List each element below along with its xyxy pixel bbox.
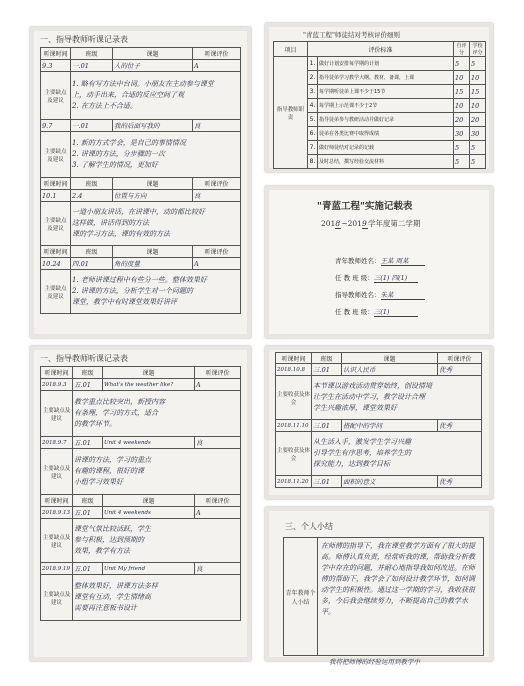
notes-cell xyxy=(312,432,482,476)
note-line: 1. 老师讲课过程中有些分一些。整体效果好 xyxy=(72,276,207,284)
class-value-2: 三(1) xyxy=(374,307,418,317)
row-number: 7. xyxy=(308,141,318,155)
cell-class: 三.01 xyxy=(312,364,342,376)
year-suffix: 学年度第二学期 xyxy=(367,219,421,228)
summary-table xyxy=(283,537,484,656)
table-header-row xyxy=(41,495,241,507)
photo-cover-page xyxy=(265,186,493,338)
label-gain: 主要收获及体会 xyxy=(276,432,312,476)
row-self-score: 5 xyxy=(454,57,470,71)
label-advice: 主要缺点及建议 xyxy=(41,519,73,563)
sheet xyxy=(269,350,489,495)
year-mid: ~201 xyxy=(341,219,362,228)
header-class: 班级 xyxy=(71,246,113,258)
header-time: 听课时间 xyxy=(276,353,312,364)
photo-listening-record-1 xyxy=(30,27,251,338)
note-line: 引导学生有序思考，培养学生的 xyxy=(313,449,411,457)
cell-class: 五.01 xyxy=(73,507,103,519)
photo-evaluation-criteria xyxy=(265,23,493,172)
row-criteria: 每学期听徒弟上课不少于15节 xyxy=(318,85,454,99)
cell-topic: Unit 4 weekends xyxy=(103,507,195,519)
row-school-score: 20 xyxy=(470,113,486,127)
table-header-row xyxy=(41,246,241,258)
table-row xyxy=(41,120,241,132)
mentor-value: 朱某 xyxy=(381,290,425,300)
header-class: 班级 xyxy=(73,495,103,507)
cell-topic: 搭配中的学问 xyxy=(342,420,438,432)
notes-cell xyxy=(73,519,241,563)
row-self-score: 20 xyxy=(454,113,470,127)
sheet xyxy=(269,511,489,666)
header-self-score: 自评分 xyxy=(454,42,470,57)
year-a: 8 xyxy=(335,219,341,228)
notes-cell xyxy=(73,575,241,621)
header-topic: 课题 xyxy=(113,48,193,60)
table-row-notes xyxy=(41,270,241,314)
young-teacher-field xyxy=(335,256,425,266)
cell-time: 9.3 xyxy=(41,60,71,72)
cell-topic: Unit My friend xyxy=(103,563,195,575)
table-row-notes xyxy=(41,202,241,246)
cell-class: 2.4 xyxy=(71,190,113,202)
header-time: 听课时间 xyxy=(41,367,73,379)
row-school-score: 5 xyxy=(470,155,486,169)
mentor-label: 指导教师姓名： xyxy=(335,291,381,299)
note-line: 课堂气氛比较活跃，学生 xyxy=(74,525,151,533)
header-class: 班级 xyxy=(71,48,113,60)
note-line: 课的学习方法，课的有效的方法 xyxy=(72,230,170,238)
notes-cell xyxy=(71,72,241,120)
label-advice: 主要缺点及建议 xyxy=(41,449,73,495)
note-line: 2. 在方法上不合适。 xyxy=(72,102,137,110)
cell-class: 一.01 xyxy=(71,120,113,132)
cell-time: 2018.10.8 xyxy=(276,364,312,376)
year-prefix: 201 xyxy=(321,219,336,228)
photo-personal-summary xyxy=(265,507,493,666)
cell-topic: 面积的意义 xyxy=(342,476,438,488)
note-line: 课堂有互动，学生情绪高 xyxy=(74,593,151,601)
photo-listening-record-2 xyxy=(30,346,251,661)
header-school-score: 学校评分 xyxy=(470,42,486,57)
row-self-score: 10 xyxy=(454,99,470,113)
row-criteria: 及时总结，撰写经验交流材料 xyxy=(318,155,454,169)
class-label-1: 任 教 班 级： xyxy=(335,274,374,282)
cell-eval: A xyxy=(195,379,241,391)
cell-eval: A xyxy=(195,507,241,519)
note-line: 2. 讲课的方法，分析学生对一个问题的 xyxy=(72,287,193,295)
table-row xyxy=(41,60,241,72)
young-teacher-value: 王某 周某 xyxy=(381,256,425,266)
table-row-notes xyxy=(41,519,241,563)
table-row xyxy=(41,379,241,391)
header-topic: 课题 xyxy=(342,353,438,364)
note-line: 有条理，学习的方式，适合 xyxy=(74,409,158,417)
table-row-notes xyxy=(41,449,241,495)
row-school-score: 10 xyxy=(470,99,486,113)
label-advice: 主要缺点及建议 xyxy=(41,72,71,120)
header-topic: 课题 xyxy=(113,246,193,258)
header-time: 听课时间 xyxy=(41,178,71,190)
cell-eval: 良 xyxy=(193,120,241,132)
table-row-notes xyxy=(41,391,241,437)
class-value-1: 三(1) 四(1) xyxy=(374,273,418,283)
cell-time: 2018.9.7 xyxy=(41,437,73,449)
row-criteria: 做好计划安排每学期的计划 xyxy=(318,57,454,71)
table-header-row xyxy=(274,42,486,57)
criteria-table xyxy=(273,41,486,169)
row-criteria: 指导徒弟学习教学大纲、教材，备课，上课 xyxy=(318,71,454,85)
cell-time: 2018.9.19 xyxy=(41,563,73,575)
row-school-score: 5 xyxy=(470,57,486,71)
row-self-score: 10 xyxy=(454,71,470,85)
note-line: 的教学环节。 xyxy=(74,420,116,428)
label-advice: 主要缺点及建议 xyxy=(41,270,71,314)
table-title: "青蓝工程"师徒结对考核评价细则 xyxy=(303,31,400,39)
table-row xyxy=(276,364,482,376)
table-row-notes xyxy=(41,72,241,120)
header-eval: 听课评价 xyxy=(195,495,241,507)
header-eval: 听课评价 xyxy=(438,353,482,364)
row-number: 1. xyxy=(308,57,318,71)
note-line: 小组学习效果好 xyxy=(74,478,123,486)
mentor-field xyxy=(335,290,425,300)
label-gain: 主要收获及体会 xyxy=(276,376,312,420)
cover-title: "青蓝工程"实施记载表 xyxy=(317,201,413,212)
cell-eval: 良 xyxy=(195,563,241,575)
table-row xyxy=(274,57,486,71)
table-row xyxy=(41,190,241,202)
class-field-2 xyxy=(335,307,418,317)
cell-eval: 优秀 xyxy=(438,420,482,432)
header-time: 听课时间 xyxy=(41,246,71,258)
header-topic: 课题 xyxy=(103,367,195,379)
photo-mentor-record xyxy=(265,346,493,499)
table-row xyxy=(276,420,482,432)
year-b: 9 xyxy=(361,219,367,228)
young-teacher-label: 青年教师姓名： xyxy=(335,257,381,265)
summary-continuation: 我将把师傅的经验运用到教学中 xyxy=(329,658,420,666)
table-header-row xyxy=(41,48,241,60)
cell-class: 五.01 xyxy=(73,437,103,449)
cell-class: 三.01 xyxy=(312,420,342,432)
header-topic: 课题 xyxy=(103,495,195,507)
note-line: 从生活入手，激发学生学习兴趣 xyxy=(313,438,411,446)
cell-eval: A xyxy=(193,60,241,72)
table-row-notes xyxy=(276,432,482,476)
note-line: 这样做，讲话得到的方法 xyxy=(72,219,149,227)
header-class: 班级 xyxy=(71,178,113,190)
record-table xyxy=(40,366,241,621)
note-line: 学生兴趣浓厚，课堂效果好 xyxy=(313,404,397,412)
row-criteria: 徒弟在各类比赛中取得成绩 xyxy=(318,127,454,141)
cell-time: 10.24 xyxy=(41,258,71,270)
school-year xyxy=(321,218,420,229)
notes-cell xyxy=(71,202,241,246)
row-school-score: 10 xyxy=(470,71,486,85)
cell-eval: 优秀 xyxy=(438,364,482,376)
note-line: 教学重点比较突出，新授内容 xyxy=(74,398,165,406)
class-field-1 xyxy=(335,273,418,283)
table-header-row xyxy=(41,178,241,190)
header-eval: 听课评价 xyxy=(195,367,241,379)
note-line: 3. 了解学生的情况，更加好 xyxy=(72,161,158,169)
row-self-score: 30 xyxy=(454,127,470,141)
sheet xyxy=(34,350,247,657)
cell-time: 2018.11.20 xyxy=(276,476,312,488)
table-row xyxy=(276,476,482,488)
note-line: 让学生在活动中学习，教学设计合理 xyxy=(313,393,425,401)
row-number: 5. xyxy=(308,113,318,127)
note-line: 1. 新的方式学会，是自己的事情情况 xyxy=(72,139,186,147)
section-title: 一、指导教师听课记录表 xyxy=(40,35,128,44)
cell-class: 五.01 xyxy=(73,379,103,391)
cell-topic: What's the weather like? xyxy=(103,379,195,391)
summary-text: 在师傅的指导下，我在课堂教学方面有了很大的提高。师傅认真负责，经常听我的课，帮助我分析教学中存在的问题，并耐心地指导我如何改进。在师傅的帮助下，我学会了如何设计教学环节，如何调动学生的积极性。通过这一学期的学习，我收获很多，今后我会继续努力，不断提高自己的教学水平。 xyxy=(318,538,484,656)
section-title: 三、个人小结 xyxy=(285,522,333,531)
note-line: 有趣的课程，很好的课 xyxy=(74,467,144,475)
row-school-score: 15 xyxy=(470,85,486,99)
cell-class: 一.01 xyxy=(71,60,113,72)
cell-topic: 认识人民币 xyxy=(342,364,438,376)
table-row xyxy=(41,563,241,575)
header-eval: 听课评价 xyxy=(193,246,241,258)
row-criteria: 做好师徒结对记录的记载 xyxy=(318,141,454,155)
header-item: 项目 xyxy=(274,42,308,57)
cell-time: 2018.9.3 xyxy=(41,379,73,391)
label-advice: 主要缺点及建议 xyxy=(41,202,71,246)
header-topic: 课题 xyxy=(113,178,193,190)
row-self-score: 15 xyxy=(454,85,470,99)
sheet xyxy=(269,190,489,334)
row-school-score: 30 xyxy=(470,127,486,141)
row-self-score: 5 xyxy=(454,155,470,169)
row-criteria: 指导徒弟参与教研活动并做好记录 xyxy=(318,113,454,127)
row-school-score: 5 xyxy=(470,141,486,155)
header-class: 班级 xyxy=(73,367,103,379)
cell-class: 四.01 xyxy=(71,258,113,270)
header-eval: 听课评价 xyxy=(193,48,241,60)
note-line: 探究能力，达到教学目标 xyxy=(313,460,390,468)
record-table xyxy=(275,352,482,488)
cell-topic: 位置与方向 xyxy=(113,190,193,202)
note-line: 上，动手出来，合适的反应空间了观 xyxy=(72,91,184,99)
note-line: 本节课以游戏活动贯穿始终，创设情境 xyxy=(313,382,432,390)
notes-cell xyxy=(73,391,241,437)
cell-topic: 我的后面写我的 xyxy=(113,120,193,132)
cell-class: 三.01 xyxy=(312,476,342,488)
note-line: 一道小朋友讲话，在讲课中，动的都比较好 xyxy=(72,208,205,216)
row-self-score: 5 xyxy=(454,141,470,155)
cell-eval: A xyxy=(193,258,241,270)
table-row xyxy=(41,258,241,270)
table-row xyxy=(41,437,241,449)
row-number: 4. xyxy=(308,99,318,113)
header-time: 听课时间 xyxy=(41,495,73,507)
row-number: 6. xyxy=(308,127,318,141)
row-number: 3. xyxy=(308,85,318,99)
note-line: 2. 讲课的方法，分步骤的一次 xyxy=(72,150,165,158)
sheet xyxy=(34,31,247,334)
note-line: 需要再注意板书设计 xyxy=(74,604,137,612)
group-label: 指导教师职责 xyxy=(274,57,308,169)
row-number: 2. xyxy=(308,71,318,85)
note-line: 效果，教学有方法 xyxy=(74,547,130,555)
summary-label: 青年教师个人小结 xyxy=(284,538,318,656)
header-eval: 听课评价 xyxy=(193,178,241,190)
cell-time: 2018.11.10 xyxy=(276,420,312,432)
notes-cell xyxy=(71,132,241,178)
cell-time: 10.1 xyxy=(41,190,71,202)
note-line: 课堂，教学中有时课堂效果好讲评 xyxy=(72,298,177,306)
cell-time: 9.7 xyxy=(41,120,71,132)
summary-row xyxy=(284,538,484,656)
table-row-notes xyxy=(41,575,241,621)
cell-topic: 角的度量 xyxy=(113,258,193,270)
section-title: 一、指导教师听课记录表 xyxy=(40,354,128,363)
row-criteria: 每学期上示范课不少于2节 xyxy=(318,99,454,113)
cell-eval: 良 xyxy=(195,437,241,449)
notes-cell xyxy=(71,270,241,314)
note-line: 讲课的方法，学习的重点 xyxy=(74,456,151,464)
cell-time: 2018.9.13 xyxy=(41,507,73,519)
note-line: 整体效果好，讲课方法多样 xyxy=(74,582,158,590)
table-header-row xyxy=(276,353,482,364)
note-line: 1. 略有写方法中台词。小朋友在主动参与课堂 xyxy=(72,80,214,88)
cell-eval: 良 xyxy=(193,190,241,202)
row-number: 8. xyxy=(308,155,318,169)
cell-class: 五.01 xyxy=(73,563,103,575)
cell-eval: 优秀 xyxy=(438,476,482,488)
class-label-2: 任 教 班 级： xyxy=(335,308,374,316)
notes-cell xyxy=(312,376,482,420)
label-advice: 主要缺点及建议 xyxy=(41,391,73,437)
cell-topic: Unit 4 weekends xyxy=(103,437,195,449)
header-time: 听课时间 xyxy=(41,48,71,60)
header-class: 班级 xyxy=(312,353,342,364)
record-table xyxy=(40,47,241,314)
sheet xyxy=(269,27,489,168)
table-row xyxy=(41,507,241,519)
label-advice: 主要缺点及建议 xyxy=(41,132,71,178)
table-header-row xyxy=(41,367,241,379)
cell-topic: 人的位子 xyxy=(113,60,193,72)
table-row-notes xyxy=(41,132,241,178)
notes-cell xyxy=(73,449,241,495)
note-line: 参与积极，达到预期的 xyxy=(74,536,144,544)
table-row-notes xyxy=(276,376,482,420)
header-criteria: 评价标准 xyxy=(308,42,454,57)
label-advice: 主要缺点及建议 xyxy=(41,575,73,621)
